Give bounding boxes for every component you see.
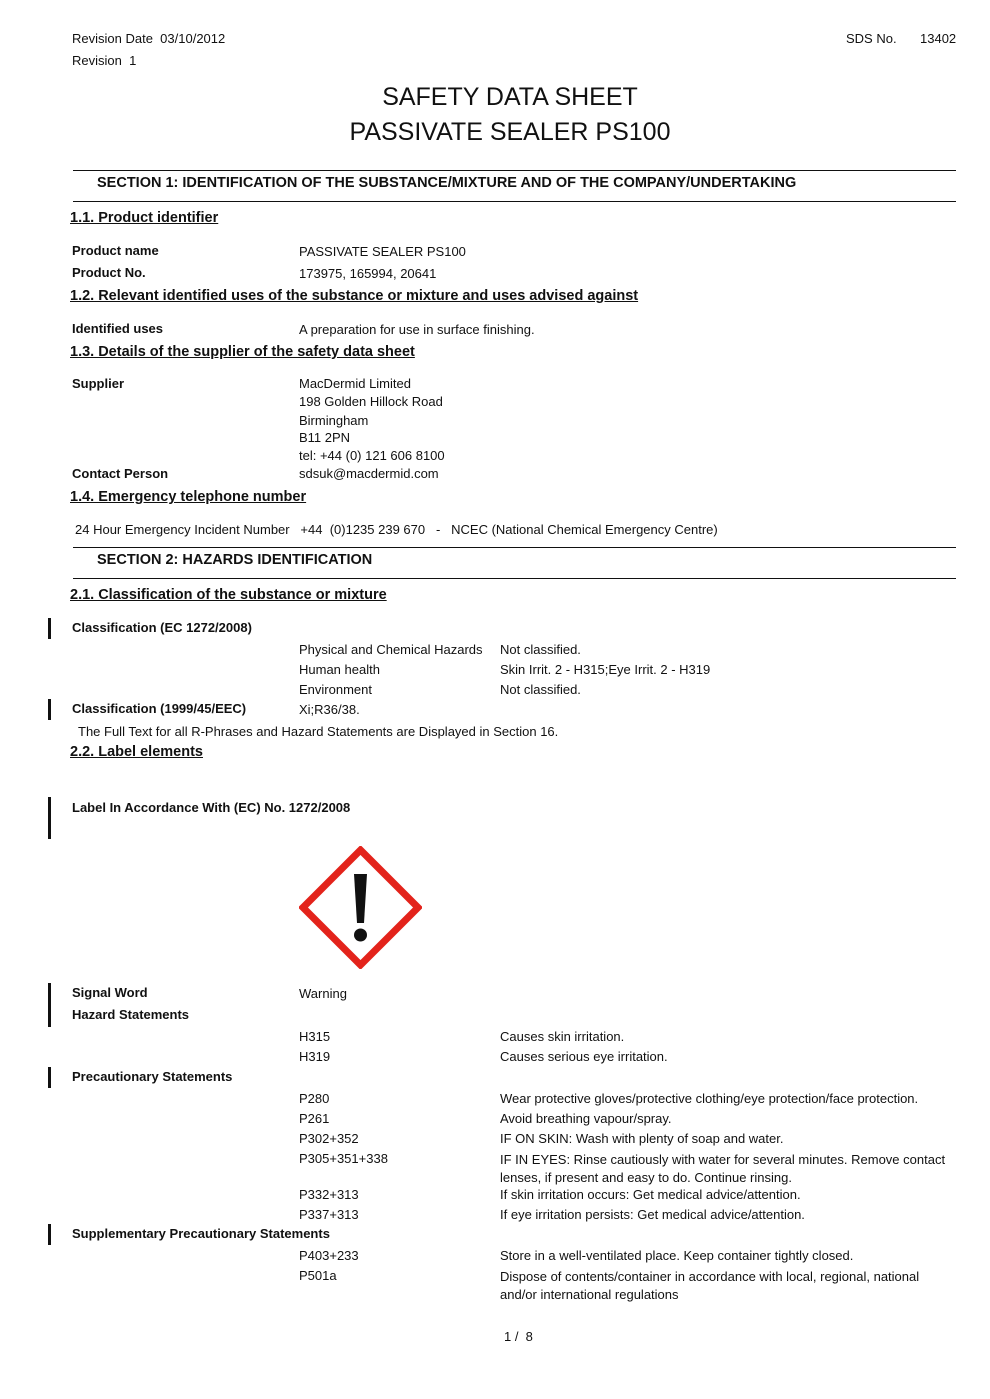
precaution-code: P332+313 bbox=[299, 1187, 359, 1202]
supplier-label: Supplier bbox=[72, 376, 125, 391]
revision-label: Revision bbox=[72, 53, 122, 68]
classification-value: Not classified. bbox=[500, 682, 581, 697]
product-no: 173975, 165994, 20641 bbox=[299, 266, 437, 281]
hazard-statements-label: Hazard Statements bbox=[72, 1007, 190, 1022]
contact-person-label: Contact Person bbox=[72, 466, 169, 481]
product-name: PASSIVATE SEALER PS100 bbox=[299, 244, 466, 259]
classification-category: Environment bbox=[299, 682, 372, 697]
classification-category: Human health bbox=[299, 662, 380, 677]
precaution-text: IF ON SKIN: Wash with plenty of soap and water. bbox=[500, 1131, 784, 1146]
ghs-exclamation-mark-icon bbox=[299, 846, 422, 969]
supplementary-code: P403+233 bbox=[299, 1248, 359, 1263]
classification-value: Skin Irrit. 2 - H315;Eye Irrit. 2 - H319 bbox=[500, 662, 711, 677]
supplier-line: tel: +44 (0) 121 606 8100 bbox=[299, 448, 445, 463]
section1-heading: SECTION 1: IDENTIFICATION OF THE SUBSTANCE/MIXTURE AND OF THE COMPANY/UNDERTAKING bbox=[97, 175, 797, 191]
subsection-2-2: 2.2. Label elements bbox=[70, 744, 203, 760]
contact-email[interactable]: sdsuk@macdermid.com bbox=[299, 466, 439, 481]
precautionary-statements-label: Precautionary Statements bbox=[72, 1069, 233, 1084]
revision-change-bar bbox=[48, 1067, 51, 1088]
hazard-code: H315 bbox=[299, 1029, 331, 1044]
revision-date bbox=[72, 31, 225, 46]
section2-top-rule bbox=[73, 547, 956, 548]
section2-bottom-rule bbox=[73, 578, 956, 579]
product-no-label: Product No. bbox=[72, 265, 146, 280]
hazard-text: Causes serious eye irritation. bbox=[500, 1049, 668, 1064]
precaution-text: If eye irritation persists: Get medical advice/attention. bbox=[500, 1207, 805, 1222]
supplier-line: B11 2PN bbox=[299, 430, 351, 445]
revision-change-bar bbox=[48, 983, 51, 1027]
revision-date-value: 03/10/2012 bbox=[160, 31, 226, 46]
precaution-code: P280 bbox=[299, 1091, 330, 1106]
supplementary-text: Store in a well-ventilated place. Keep container tightly closed. bbox=[500, 1248, 854, 1263]
signal-word: Warning bbox=[299, 986, 347, 1001]
sds-number: 13402 bbox=[920, 31, 957, 46]
hazard-text: Causes skin irritation. bbox=[500, 1029, 625, 1044]
full-text-note: The Full Text for all R-Phrases and Hazard Statements are Displayed in Section 16. bbox=[78, 724, 559, 739]
section1-bottom-rule bbox=[73, 201, 956, 202]
supplier-line: MacDermid Limited bbox=[299, 376, 411, 391]
precaution-code: P305+351+338 bbox=[299, 1151, 388, 1166]
revision-change-bar bbox=[48, 797, 51, 839]
revision-change-bar bbox=[48, 618, 51, 639]
precaution-code: P261 bbox=[299, 1111, 330, 1126]
precaution-text: If skin irritation occurs: Get medical advice/attention. bbox=[500, 1187, 801, 1202]
precaution-text: Wear protective gloves/protective clothing/eye protection/face protection. bbox=[500, 1091, 919, 1106]
identified-uses-label: Identified uses bbox=[72, 321, 164, 336]
section1-top-rule bbox=[73, 170, 956, 171]
classification-ec-label: Classification (EC 1272/2008) bbox=[72, 620, 252, 635]
hazard-code: H319 bbox=[299, 1049, 331, 1064]
revision-change-bar bbox=[48, 699, 51, 720]
identified-uses: A preparation for use in surface finishing. bbox=[299, 322, 535, 337]
revision bbox=[72, 53, 136, 68]
supplier-line: 198 Golden Hillock Road bbox=[299, 394, 443, 409]
subsection-1-4: 1.4. Emergency telephone number bbox=[70, 489, 307, 505]
subsection-2-1: 2.1. Classification of the substance or mixture bbox=[70, 587, 387, 603]
classification-eec: Xi;R36/38. bbox=[299, 702, 360, 717]
revision-change-bar bbox=[48, 1224, 51, 1245]
supplementary-statements-label: Supplementary Precautionary Statements bbox=[72, 1226, 330, 1241]
page-number: 1 / 8 bbox=[504, 1329, 533, 1344]
precaution-code: P302+352 bbox=[299, 1131, 359, 1146]
signal-word-label: Signal Word bbox=[72, 985, 148, 1000]
product-title: PASSIVATE SEALER PS100 bbox=[349, 118, 671, 146]
supplementary-text: Dispose of contents/container in accordance with local, regional, national and/or international regulations bbox=[500, 1269, 920, 1302]
label-accordance: Label In Accordance With (EC) No. 1272/2008 bbox=[72, 800, 351, 815]
sds-number-label: SDS No. bbox=[846, 31, 897, 46]
subsection-1-1: 1.1. Product identifier bbox=[70, 210, 219, 226]
emergency-number: 24 Hour Emergency Incident Number +44 (0)1235 239 670 - NCEC (National Chemical Emergency Centre) bbox=[75, 522, 718, 537]
section2-heading: SECTION 2: HAZARDS IDENTIFICATION bbox=[97, 552, 373, 568]
supplier-line: Birmingham bbox=[299, 413, 369, 428]
subsection-1-3: 1.3. Details of the supplier of the safety data sheet bbox=[70, 344, 415, 360]
document-title: SAFETY DATA SHEET bbox=[382, 83, 638, 111]
supplementary-code: P501a bbox=[299, 1268, 337, 1283]
revision-value: 1 bbox=[129, 53, 137, 68]
subsection-1-2: 1.2. Relevant identified uses of the substance or mixture and uses advised against bbox=[70, 288, 639, 304]
classification-category: Physical and Chemical Hazards bbox=[299, 642, 483, 657]
product-name-label: Product name bbox=[72, 243, 159, 258]
precaution-text: Avoid breathing vapour/spray. bbox=[500, 1111, 672, 1126]
precaution-code: P337+313 bbox=[299, 1207, 359, 1222]
classification-eec-label: Classification (1999/45/EEC) bbox=[72, 701, 247, 716]
classification-value: Not classified. bbox=[500, 642, 581, 657]
revision-date-label: Revision Date bbox=[72, 31, 153, 46]
precaution-text: IF IN EYES: Rinse cautiously with water for several minutes. Remove contact lenses, if present and easy to do. Continue rinsing. bbox=[500, 1152, 946, 1185]
